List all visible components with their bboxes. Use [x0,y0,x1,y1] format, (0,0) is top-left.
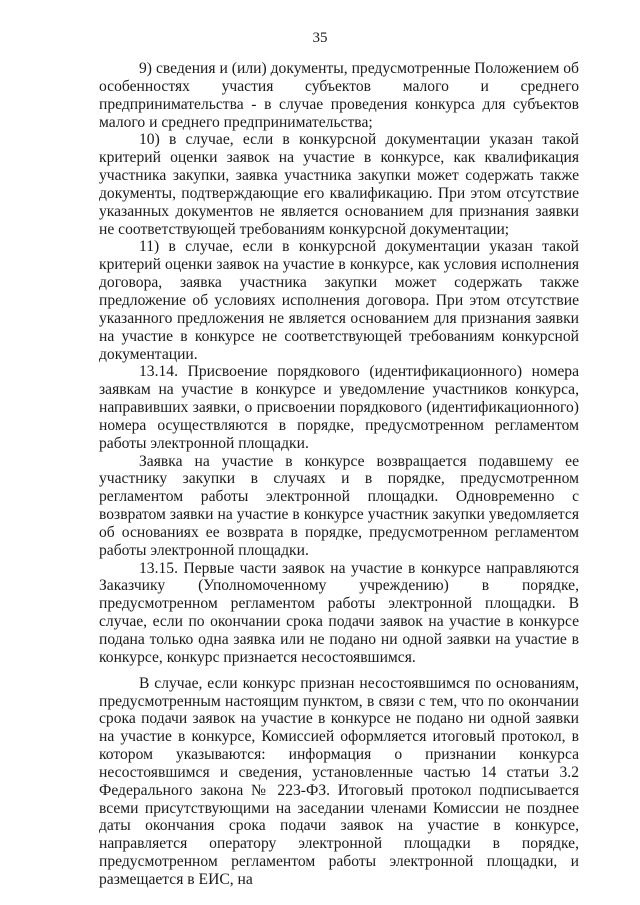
page-number: 35 [312,30,328,46]
paragraph-item-11: 11) в случае, если в конкурсной документации указан такой критерий оценки заявок на участие в конкурсе, как условия исполнения договора, заявка участника закупки может содержать также предложение об условиях исполнения договора. При этом отсутствие указанного предложения не является основанием для признания заявки на участие в конкурсе не соответствующей требованиям конкурсной документации. [99,238,579,363]
paragraph-item-10: 10) в случае, если в конкурсной документации указан такой критерий оценки заявок на участие в конкурсе, как квалификация участника закупки, заявка участника закупки может содержать также документы, подтверждающие его квалификацию. При этом отсутствие указанных документов не является основанием для признания заявки не соответствующей требованиям конкурсной документации; [99,131,579,238]
paragraph-clause-13-15: 13.15. Первые части заявок на участие в конкурсе направляются Заказчику (Уполномоченному учреждению) в порядке, предусмотренном регламентом работы электронной площадки. В случае, если по окончании срока подачи заявок на участие в конкурсе подана только одна заявка или не подано ни одной заявки на участие в конкурсе, конкурс признается несостоявшимся. [99,559,579,666]
paragraph-clause-13-14: 13.14. Присвоение порядкового (идентификационного) номера заявкам на участие в конкурсе и уведомление участников конкурса, направивших заявки, о присвоении порядкового (идентификационного) номера осуществляются в порядке, предусмотренном регламентом работы электронной площадки. [99,363,579,452]
body-text [99,60,579,889]
paragraph-failed-tender: В случае, если конкурс признан несостоявшимся по основаниям, предусмотренным настоящим пунктом, в связи с тем, что по окончании срока подачи заявок на участие в конкурсе не подано ни одной заявки на участие в конкурсе, Комиссией оформляется итоговый протокол, в котором указываются: информация о признании конкурса несостоявшимся и сведения, установленные частью 14 статьи 3.2 Федерального закона № 223-ФЗ. Итоговый протокол подписывается всеми присутствующими на заседании членами Комиссии не позднее даты окончания срока подачи заявок на участие в конкурсе, направляется оператору электронной площадки в порядке, предусмотренном регламентом работы электронной площадки, и размещается в ЕИС, на [99,674,579,888]
paragraph-application-return: Заявка на участие в конкурсе возвращается подавшему ее участнику закупки в случаях и в порядке, предусмотренном регламентом работы электронной площадки. Одновременно с возвратом заявки на участие в конкурсе участник закупки уведомляется об основаниях ее возврата в порядке, предусмотренном регламентом работы электронной площадки. [99,452,579,559]
paragraph-item-9: 9) сведения и (или) документы, предусмотренные Положением об особенностях участия субъектов малого и среднего предпринимательства - в случае проведения конкурса для субъектов малого и среднего предпринимательства; [99,60,579,131]
